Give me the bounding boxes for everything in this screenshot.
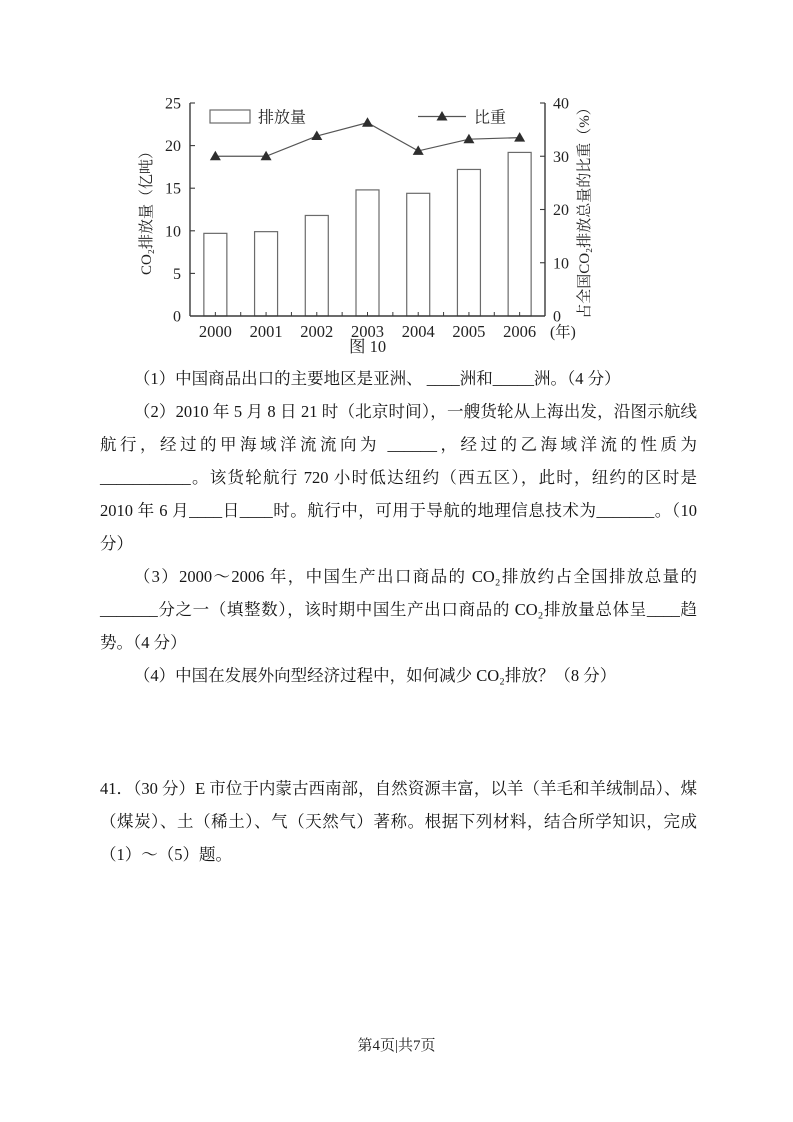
svg-text:(年): (年) bbox=[550, 324, 576, 341]
svg-text:0: 0 bbox=[553, 308, 561, 326]
svg-text:2004: 2004 bbox=[401, 322, 435, 341]
svg-text:40: 40 bbox=[553, 95, 569, 113]
questions-block bbox=[100, 362, 697, 692]
svg-text:CO₂排放量（亿吨）: CO₂排放量（亿吨） bbox=[139, 143, 155, 276]
svg-text:2000: 2000 bbox=[198, 322, 232, 341]
svg-text:25: 25 bbox=[165, 95, 181, 113]
page-footer: 第4页|共7页 bbox=[357, 1038, 436, 1054]
svg-text:10: 10 bbox=[165, 223, 181, 241]
question-3: （3）2000～2006 年，中国生产出口商品的 CO₂排放约占全国排放总量的_______分之一（填整数），该时期中国生产出口商品的 CO₂排放量总体呈____趋势。（4 分） bbox=[100, 567, 697, 652]
question-4: （4）中国在发展外向型经济过程中，如何减少 CO₂排放？（8 分） bbox=[133, 666, 617, 685]
svg-text:5: 5 bbox=[173, 265, 181, 283]
svg-text:比重: 比重 bbox=[474, 109, 507, 127]
chart-figure bbox=[135, 90, 645, 360]
svg-text:2005: 2005 bbox=[452, 322, 486, 341]
svg-text:2003: 2003 bbox=[351, 322, 384, 341]
svg-text:排放量: 排放量 bbox=[258, 109, 307, 127]
co2-emissions-chart bbox=[135, 90, 645, 360]
svg-text:15: 15 bbox=[165, 180, 181, 198]
svg-text:10: 10 bbox=[553, 255, 569, 273]
svg-text:0: 0 bbox=[173, 308, 181, 326]
svg-text:30: 30 bbox=[553, 148, 569, 166]
svg-text:20: 20 bbox=[165, 138, 181, 156]
question-1: （1）中国商品出口的主要地区是亚洲、 ____洲和_____洲。（4 分） bbox=[133, 369, 621, 388]
question-41: 41．（30 分）E 市位于内蒙古西南部，自然资源丰富，以羊（羊毛和羊绒制品）、煤（煤炭）、土（稀土）、气（天然气）著称。根据下列材料，结合所学知识，完成（1）～（5）题。 bbox=[100, 779, 697, 864]
question-2: （2）2010 年 5 月 8 日 21 时（北京时间），一艘货轮从上海出发，沿图示航线航行，经过的甲海域洋流流向为 ______，经过的乙海域洋流的性质为___________。该货轮航行 720 小时低达纽约（西五区），此时，纽约的区时是 2010 年 6 月____日____时。航行中，可用于导航的地理信息技术为_______。（10 分） bbox=[100, 402, 697, 553]
question-41-block bbox=[100, 772, 697, 871]
svg-text:20: 20 bbox=[553, 202, 569, 219]
svg-text:2001: 2001 bbox=[249, 322, 283, 341]
svg-text:2006: 2006 bbox=[503, 322, 537, 341]
svg-text:图 10: 图 10 bbox=[348, 337, 387, 356]
svg-text:占全国CO₂排放总量的比重（%）: 占全国CO₂排放总量的比重（%） bbox=[577, 100, 593, 319]
svg-text:2002: 2002 bbox=[300, 322, 334, 341]
